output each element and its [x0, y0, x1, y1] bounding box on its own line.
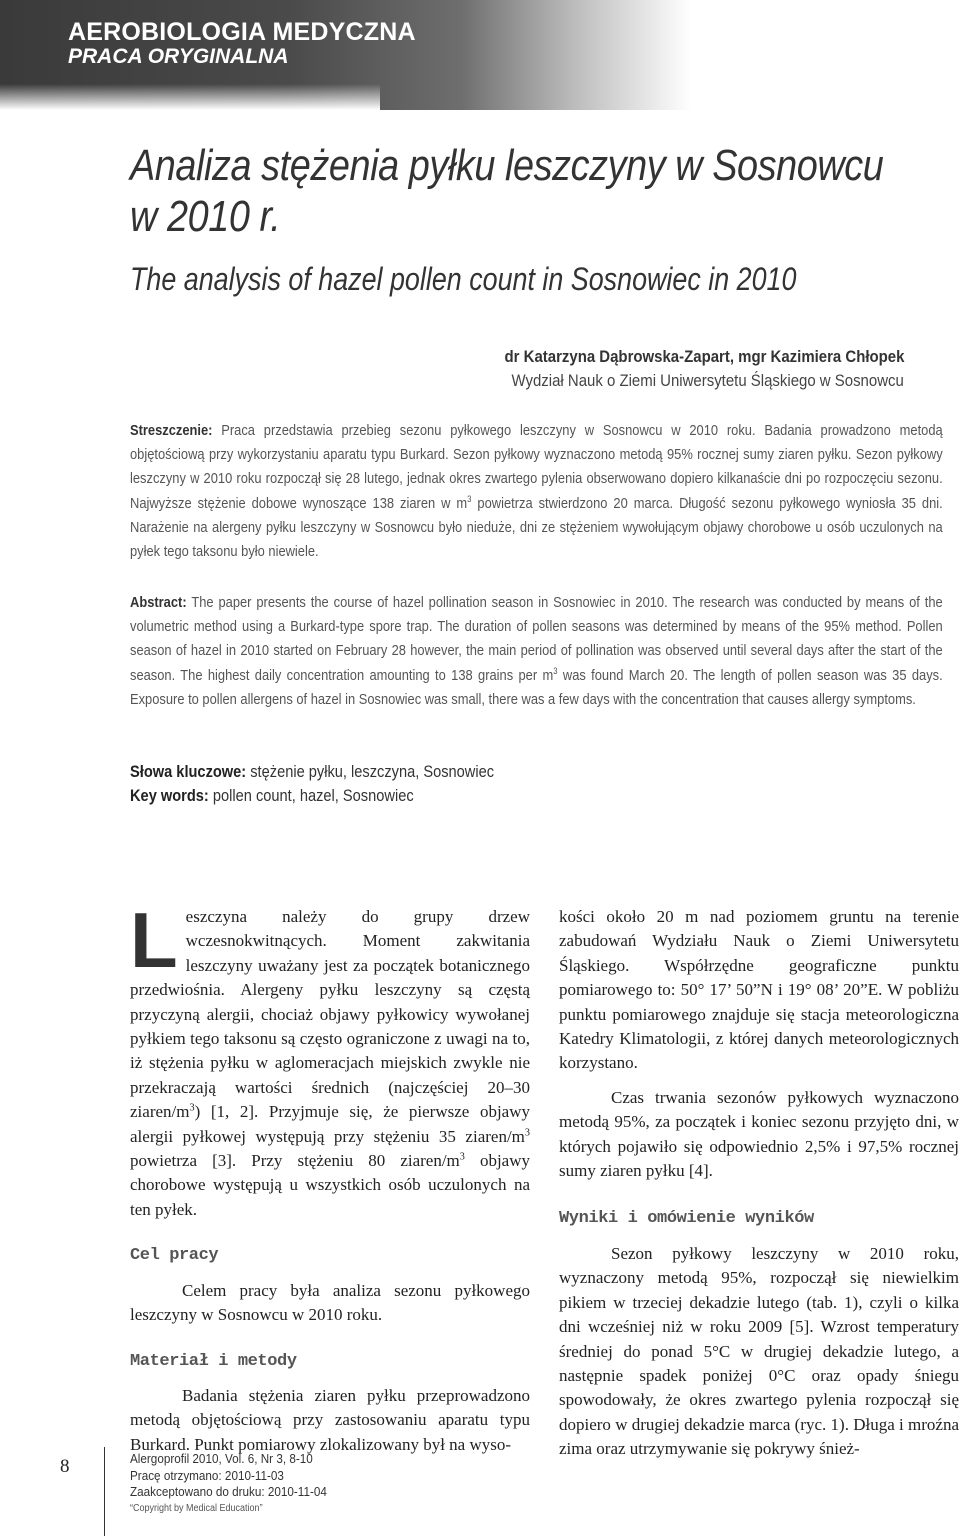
- article-title-polish: Analiza stężenia pyłku leszczyny w Sosnowcu w 2010 r.: [130, 141, 884, 241]
- abstract-polish-label: Streszczenie:: [130, 422, 213, 439]
- keywords-polish: [130, 762, 494, 782]
- aim-paragraph: Celem pracy była analiza sezonu pyłkowego leszczyny w Sosnowcu w 2010 roku.: [130, 1280, 530, 1325]
- abstract-polish: [130, 419, 943, 564]
- season-method-paragraph: Czas trwania sezonów pyłkowych wyznaczono metodą 95%, za początek i koniec sezonu przyjęto dni, w których pojawiło się odpowiednio 2,5% i 97,5% rocznej sumy ziaren pyłku [4].: [559, 1087, 959, 1181]
- abstract-english-text: The paper presents the course of hazel pollination season in Sosnowiec in 2010. The research was conducted by means of the volumetric method using a Burkard-type spore trap. The duration of pollen seasons was determined by means of the 95% method. Pollen season of hazel in 2010 started on February 28 however, the main period of pollination was observed until several days after the start of the season. The highest daily concentration amounting to 138 grains per m: [130, 594, 943, 684]
- intro-paragraph: [130, 896, 531, 1222]
- keywords-polish-text: stężenie pyłku, leszczyna, Sosnowiec: [250, 762, 495, 781]
- superscript: 3: [467, 493, 472, 504]
- keywords-english: [130, 786, 414, 806]
- superscript: 3: [189, 1102, 195, 1114]
- article-title-english: The analysis of hazel pollen count in Sosnowiec in 2010: [130, 261, 797, 297]
- results-paragraph: Sezon pyłkowy leszczyny w 2010 roku, wyznaczony metodą 95%, rozpoczął się niewielkim pikiem w trzeciej dekadzie lutego (tab. 1), czyli o kilka dni wcześniej niż w roku 2009 [5]. Wzrost temperatury średniej do ponad 5°C w drugiej dekadzie lutego, a następnie spadek poniżej 0°C oraz opady śniegu spowodowały, że okres zwartego pylenia rozpoczął się dopiero w drugiej dekadzie marca (ryc. 1). Długa i mroźna zima oraz utrzymywanie się pokrywy śnież-: [559, 1243, 959, 1459]
- keywords-polish-label: Słowa kluczowe:: [130, 762, 247, 781]
- footer-divider: [104, 1447, 105, 1536]
- abstract-english: [130, 591, 943, 712]
- keywords-english-text: pollen count, hazel, Sosnowiec: [212, 786, 414, 805]
- methods-continued-paragraph: kości około 20 m nad poziomem gruntu na terenie zabudowań Wydziału Nauk o Ziemi Uniwersytetu Śląskiego. Współrzędne geograficzne punktu pomiarowego to: 50° 17’ 50”N i 19° 08’ 20”E. W pobliżu punktu pomiarowego znajduje się stacja meteorologiczna Katedry Klimatologii, z której danych meteorologicznych korzystano.: [559, 907, 959, 1073]
- abstract-english-label: Abstract:: [130, 594, 187, 611]
- received-date: Pracę otrzymano: 2010-11-03: [130, 1467, 284, 1483]
- affiliation: Wydział Nauk o Ziemi Uniwersytetu Śląskiego w Sosnowcu: [511, 371, 904, 390]
- methods-paragraph: Badania stężenia ziaren pyłku przeprowadzono metodą objętościową przy zastosowaniu aparatu typu Burkard. Punkt pomiarowy zlokalizowany był na wyso-: [130, 1385, 530, 1454]
- journal-name: AEROBIOLOGIA MEDYCZNA: [68, 18, 416, 46]
- intro-text: objawy chorobowe występują u wszystkich osób uczulonych na ten pyłek.: [130, 1151, 531, 1219]
- superscript: 3: [553, 665, 558, 676]
- journal-section: PRACA ORYGINALNA: [68, 45, 289, 68]
- abstract-polish-text: Praca przedstawia przebieg sezonu pyłkowego leszczyny w Sosnowcu w 2010 roku. Badania prowadzono metodą objętościową przy wykorzystaniu aparatu typu Burkard. Sezon pyłkowy wyznaczono metodą 95% rocznej sumy ziaren pyłku. Sezon pyłkowy leszczyny w 2010 roku rozpoczął się 28 lutego, jednak okres zwartego pylenia obserwowano dopiero kilkanaście dni po rozpoczęciu sezonu. Najwyższe stężenie dobowe wynoszące 138 ziaren w m: [130, 422, 943, 512]
- copyright: “Copyright by Medical Education”: [130, 1502, 263, 1514]
- citation: Alergoprofil 2010, Vol. 6, Nr 3, 8-10: [130, 1451, 313, 1466]
- section-heading-results: Wyniki i omówienie wyników: [559, 1209, 814, 1229]
- section-heading-methods: Materiał i metody: [130, 1351, 297, 1371]
- intro-text: eszczyna należy do grupy drzew wczesnokwitnących. Moment zakwitania leszczyny uważany jest za początek botanicznego przedwiośnia. Alergeny pyłku leszczyny są częstą przyczyną alergii, chociaż objawy pyłkowicy wywołanej pyłkiem tego taksonu są często ograniczone z uwagi na to, iż stężenia pyłku w aglomeracjach miejskich zwykle nie przekraczają wartości średnich (najczęściej 20–30 ziaren/m: [130, 907, 530, 1122]
- abstract-polish-text: powietrza stwierdzono 20 marca. Długość sezonu pyłkowego wyniosła 35 dni. Narażenie na alergeny pyłku leszczyny w Sosnowcu było nieduże, dni ze stężeniem wywołującym objawy chorobowe u osób uczulonych na pyłek tego taksonu było niewiele.: [130, 494, 943, 561]
- body-column-right: [559, 905, 959, 1462]
- page-number: 8: [60, 1456, 70, 1477]
- abstract-english-text: was found March 20. The length of pollen season was 35 days. Exposure to pollen allergens of hazel in Sosnowiec was small, there was a few days with the concentration that causes allergy symptoms.: [130, 666, 943, 708]
- accepted-date: Zaakceptowano do druku: 2010-11-04: [130, 1484, 327, 1499]
- authors: dr Katarzyna Dąbrowska-Zapart, mgr Kazimiera Chłopek: [504, 347, 904, 366]
- superscript: 3: [459, 1151, 465, 1163]
- body-column-left: [130, 896, 531, 1457]
- drop-cap: L: [130, 896, 178, 984]
- section-heading-aim: Cel pracy: [130, 1246, 219, 1266]
- keywords-english-label: Key words:: [130, 786, 209, 805]
- intro-text: ) [1, 2]. Przyjmuje się, że pierwsze objawy alergii pyłkowej występują przy stężeniu 35 ziaren/m: [130, 1102, 530, 1146]
- superscript: 3: [524, 1127, 530, 1138]
- footer-info: [130, 1451, 327, 1517]
- intro-text: powietrza [3]. Przy stężeniu 80 ziaren/m: [130, 1151, 460, 1171]
